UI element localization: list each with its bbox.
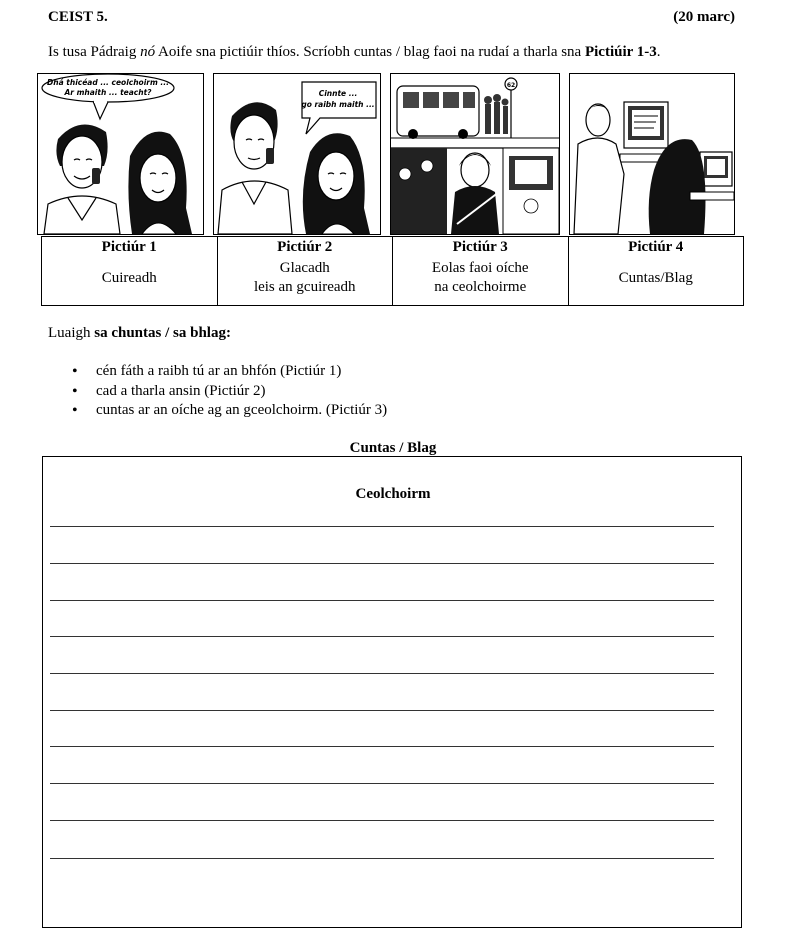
include-heading <box>48 325 231 342</box>
instruction-part2: Aoife sna pictiúir thíos. Scríobh cuntas / blag faoi na rudaí a tharla sna <box>155 44 585 60</box>
picture-1-title: Pictiúr 1 <box>101 239 157 255</box>
answer-title: Ceolchoirm <box>355 486 431 502</box>
writing-line[interactable] <box>50 858 714 859</box>
bus-stop-number: 62 <box>506 82 516 89</box>
question-number: CEIST 5. <box>48 9 108 25</box>
picture-panel-1 <box>37 73 204 235</box>
answer-box-label: Cuntas / Blag <box>349 440 437 456</box>
picture-3-description-1: Eolas faoi oíche <box>431 260 529 276</box>
picture-panel-4 <box>569 73 735 235</box>
picture-panel-2 <box>213 73 381 235</box>
instruction-bold: Pictiúir 1-3 <box>584 44 657 60</box>
writing-line[interactable] <box>50 526 714 527</box>
picture-3-description-2: na ceolchoirme <box>434 279 527 295</box>
writing-line[interactable] <box>50 746 714 747</box>
writing-line[interactable] <box>50 820 714 821</box>
picture-3-title: Pictiúr 3 <box>452 239 508 255</box>
writing-line[interactable] <box>50 563 714 564</box>
picture-cell-3 <box>393 237 569 306</box>
picture-4-description: Cuntas/Blag <box>618 270 693 286</box>
picture-4-title: Pictiúr 4 <box>628 239 684 255</box>
bullet-list <box>72 362 387 421</box>
instruction-italic: nó <box>140 44 156 60</box>
picture-cell-2 <box>217 237 393 306</box>
instruction-part1: Is tusa Pádraig <box>48 44 141 60</box>
concert-night-illustration <box>391 74 559 234</box>
bubble-1-line-2: Ar mhaith ... teacht? <box>64 88 152 97</box>
writing-line[interactable] <box>50 600 714 601</box>
acceptance-illustration <box>214 74 380 234</box>
picture-cell-1 <box>42 237 218 306</box>
writing-line[interactable] <box>50 710 714 711</box>
instruction-text <box>48 44 661 61</box>
bullet-item-2: • cad a tharla ansin (Pictiúr 2) <box>72 382 387 402</box>
picture-2-title: Pictiúr 2 <box>277 239 333 255</box>
writing-line[interactable] <box>50 673 714 674</box>
blog-writing-illustration <box>570 74 734 234</box>
marks-label: (20 marc) <box>673 9 735 25</box>
picture-table <box>41 236 744 306</box>
writing-line[interactable] <box>50 636 714 637</box>
picture-2-description-1: Glacadh <box>279 260 330 276</box>
bubble-2-line-2: go raibh maith ... <box>301 100 375 109</box>
writing-line[interactable] <box>50 783 714 784</box>
picture-cell-4 <box>568 237 744 306</box>
instruction-end: . <box>656 44 661 60</box>
bullet-item-3: • cuntas ar an oíche ag an gceolchoirm. (Pictiúr 3) <box>72 401 387 421</box>
bubble-2-line-1: Cinnte ... <box>318 89 358 98</box>
invitation-illustration <box>38 74 203 234</box>
bubble-1-line-1: Dhá thicéad ... ceolchoirm ... <box>47 78 169 87</box>
picture-panel-3 <box>390 73 560 235</box>
picture-2-description-2: leis an gcuireadh <box>253 279 356 295</box>
bullet-item-1: • cén fáth a raibh tú ar an bhfón (Pictiúr 1) <box>72 362 387 382</box>
include-prefix: Luaigh <box>48 325 95 341</box>
picture-1-description: Cuireadh <box>101 270 157 286</box>
include-bold: sa chuntas / sa bhlag: <box>94 325 231 341</box>
